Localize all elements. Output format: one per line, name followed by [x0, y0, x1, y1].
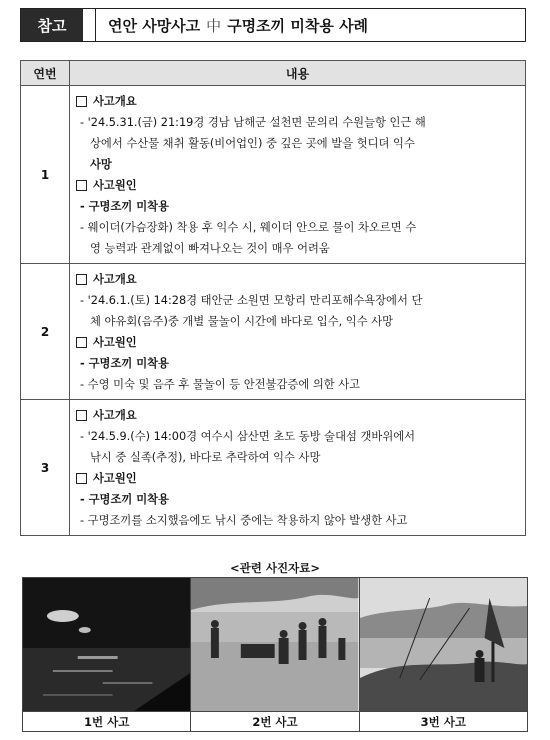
- reference-tag: 참고: [21, 9, 83, 41]
- title-separator: 中: [206, 16, 222, 35]
- photo-section-caption: <관련 사진자료>: [230, 561, 320, 575]
- title-part2: 구명조끼 미착용 사례: [227, 16, 369, 35]
- photo-1: [23, 578, 191, 731]
- photo-label: 2번 사고: [191, 711, 358, 731]
- table-header-row: [21, 61, 526, 86]
- checkbox-icon: [76, 410, 87, 421]
- table-row: [21, 86, 526, 264]
- photo-label: 3번 사고: [360, 711, 527, 731]
- photo-strip: [22, 577, 528, 732]
- checkbox-icon: [76, 473, 87, 484]
- row-content: [70, 86, 526, 264]
- overview-line: - '24.5.31.(금) 21:19경 경남 남해군 설천면 문의리 수원늘항 인근 해: [80, 116, 426, 129]
- beach-rescue-photo: [191, 578, 358, 712]
- table-row: [21, 400, 526, 536]
- checkbox-icon: [76, 96, 87, 107]
- cause-line: - 수영 미숙 및 음주 후 물놀이 등 안전불감증에 의한 사고: [80, 378, 361, 391]
- title-bar: [20, 8, 526, 42]
- cause-bold-line: - 구명조끼 미착용: [80, 200, 169, 213]
- column-header-no: 연번: [21, 61, 70, 86]
- row-content: [70, 400, 526, 536]
- section-overview: [76, 405, 517, 426]
- row-number: 2: [21, 264, 70, 400]
- photo-3: [360, 578, 527, 731]
- row-content: [70, 264, 526, 400]
- cause-line: - 웨이더(가슴장화) 착용 후 익수 시, 웨이더 안으로 물이 차오르면 수: [80, 221, 417, 234]
- section-title: 사고개요: [93, 95, 137, 108]
- checkbox-icon: [76, 337, 87, 348]
- section-title: 사고개요: [93, 409, 137, 422]
- page-title: [95, 9, 368, 41]
- overview-line: - '24.5.9.(수) 14:00경 여수시 삼산면 초도 동방 술대섬 갯바위에서: [80, 430, 416, 443]
- section-overview: [76, 269, 517, 290]
- title-part1: 연안 사망사고: [108, 16, 201, 35]
- cause-line: 영 능력과 관계없이 빠져나오는 것이 매우 어려움: [90, 242, 330, 255]
- overview-line: 사망: [90, 158, 112, 171]
- section-title: 사고원인: [93, 336, 137, 349]
- section-title: 사고원인: [93, 179, 137, 192]
- table-row: [21, 264, 526, 400]
- column-header-content: 내용: [70, 61, 526, 86]
- overview-line: 낚시 중 실족(추정), 바다로 추락하여 익수 사망: [90, 451, 321, 464]
- section-title: 사고원인: [93, 472, 137, 485]
- checkbox-icon: [76, 274, 87, 285]
- checkbox-icon: [76, 180, 87, 191]
- section-cause: [76, 175, 517, 196]
- section-overview: [76, 91, 517, 112]
- cause-line: - 구명조끼를 소지했음에도 낚시 중에는 착용하지 않아 발생한 사고: [80, 514, 408, 527]
- photo-2: [191, 578, 359, 731]
- overview-line: 상에서 수산물 채취 활동(비어업인) 중 깊은 곳에 발을 헛디뎌 익수: [90, 137, 415, 150]
- overview-line: - '24.6.1.(토) 14:28경 태안군 소원면 모항리 만리포해수욕장에서 단: [80, 294, 423, 307]
- photo-label: 1번 사고: [23, 711, 190, 731]
- cause-bold-line: - 구명조끼 미착용: [80, 357, 169, 370]
- section-cause: [76, 468, 517, 489]
- rock-fishing-photo: [360, 578, 527, 712]
- row-number: 3: [21, 400, 70, 536]
- section-cause: [76, 332, 517, 353]
- section-title: 사고개요: [93, 273, 137, 286]
- night-sea-photo: [23, 578, 190, 712]
- row-number: 1: [21, 86, 70, 264]
- cause-bold-line: - 구명조끼 미착용: [80, 493, 169, 506]
- accident-table: [20, 60, 526, 536]
- overview-line: 체 야유회(음주)중 개별 물놀이 시간에 바다로 입수, 익수 사망: [90, 315, 394, 328]
